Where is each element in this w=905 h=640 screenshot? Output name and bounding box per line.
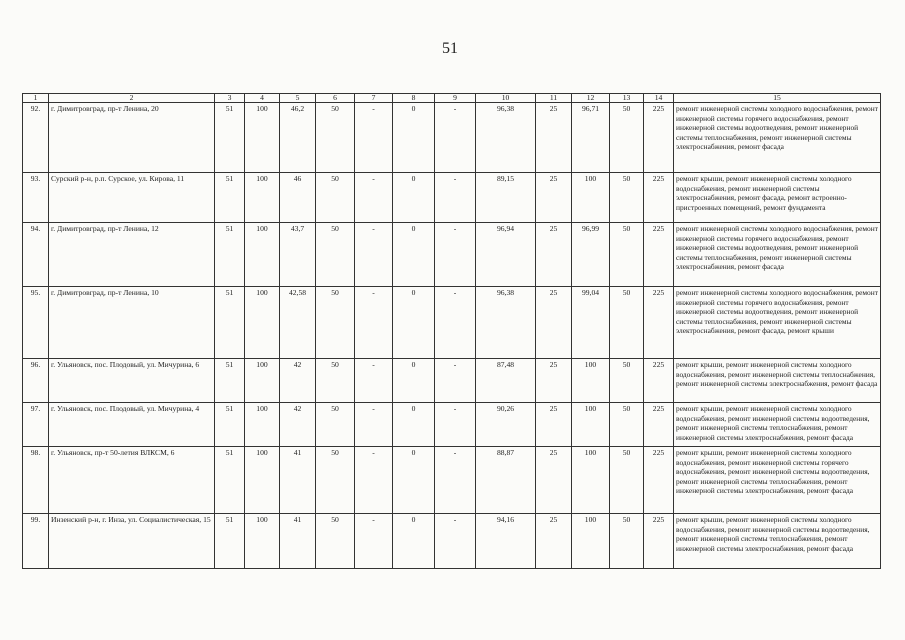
works-cell: ремонт крыши, ремонт инженерной системы холодного водоснабжения, ремонт инженерной системы водоотведения, ремонт инженерной системы теплоснабжения, ремонт инженерной системы электроснабжения, ремонт фасада [674,403,881,447]
table-cell: - [435,447,476,514]
table-row [23,514,881,569]
table-cell: 0 [393,447,435,514]
table-cell: 88,87 [476,447,536,514]
row-number: 94. [23,223,49,287]
table-cell: 96,71 [572,103,610,173]
table-cell: 50 [610,103,644,173]
table-cell: 100 [572,447,610,514]
table-row [23,287,881,359]
table-cell: 51 [215,447,245,514]
table-cell: 99,04 [572,287,610,359]
table-cell: - [355,359,393,403]
table-cell: 50 [316,403,355,447]
table-cell: 41 [280,514,316,569]
column-header: 14 [644,94,674,103]
table-cell: 50 [610,223,644,287]
table-cell: 43,7 [280,223,316,287]
table-cell: 25 [536,287,572,359]
table-row [23,223,881,287]
table-cell: 225 [644,447,674,514]
table-cell: - [435,514,476,569]
table-cell: 25 [536,403,572,447]
table-cell: 96,38 [476,103,536,173]
table-cell: - [435,173,476,223]
address-cell: г. Димитровград, пр-т Ленина, 20 [49,103,215,173]
table-cell: 100 [245,447,280,514]
address-cell: Сурский р-н, р.п. Сурское, ул. Кирова, 11 [49,173,215,223]
column-header: 10 [476,94,536,103]
table-cell: 51 [215,173,245,223]
table-cell: 0 [393,403,435,447]
table-cell: 25 [536,223,572,287]
address-cell: г. Димитровград, пр-т Ленина, 10 [49,287,215,359]
table-cell: 50 [316,359,355,403]
table-cell: 46,2 [280,103,316,173]
table-cell: 41 [280,447,316,514]
table-cell: 50 [610,359,644,403]
table-row [23,403,881,447]
table-cell: 225 [644,403,674,447]
table-cell: 51 [215,287,245,359]
table-cell: 225 [644,287,674,359]
table-cell: - [435,223,476,287]
table-cell: - [355,223,393,287]
table-cell: 0 [393,359,435,403]
table-cell: 96,94 [476,223,536,287]
column-header: 5 [280,94,316,103]
table-cell: 225 [644,514,674,569]
table-cell: 25 [536,447,572,514]
table-cell: - [355,103,393,173]
table-cell: 50 [610,403,644,447]
table-cell: - [435,287,476,359]
table-cell: 90,26 [476,403,536,447]
table-cell: 225 [644,103,674,173]
table-cell: 100 [572,359,610,403]
works-cell: ремонт крыши, ремонт инженерной системы холодного водоснабжения, ремонт инженерной системы водоотведения, ремонт инженерной системы теплоснабжения, ремонт инженерной системы электроснабжения, ремонт фасада [674,514,881,569]
table-cell: - [355,447,393,514]
table-cell: 25 [536,173,572,223]
table-cell: 42 [280,359,316,403]
column-header: 13 [610,94,644,103]
table-cell: 100 [245,514,280,569]
address-cell: г. Ульяновск, пос. Плодовый, ул. Мичурина, 4 [49,403,215,447]
row-number: 95. [23,287,49,359]
table-cell: 100 [245,403,280,447]
column-header: 11 [536,94,572,103]
table-cell: 50 [316,287,355,359]
address-cell: г. Ульяновск, пр-т 50-летия ВЛКСМ, 6 [49,447,215,514]
table-cell: 100 [245,359,280,403]
table-cell: 51 [215,359,245,403]
table-cell: 50 [316,223,355,287]
column-header: 7 [355,94,393,103]
address-cell: г. Димитровград, пр-т Ленина, 12 [49,223,215,287]
row-number: 97. [23,403,49,447]
table-cell: 25 [536,359,572,403]
column-header: 12 [572,94,610,103]
table-cell: 51 [215,223,245,287]
works-cell: ремонт инженерной системы холодного водоснабжения, ремонт инженерной системы горячего водоснабжения, ремонт инженерной системы водоотведения, ремонт инженерной системы теплоснабжения, ремонт инженерной системы электроснабжения, ремонт фасада [674,103,881,173]
table-cell: 0 [393,287,435,359]
table-cell: 51 [215,514,245,569]
column-header: 3 [215,94,245,103]
column-header: 6 [316,94,355,103]
table-cell: 100 [572,403,610,447]
row-number: 98. [23,447,49,514]
table-row [23,103,881,173]
column-header: 2 [49,94,215,103]
table-cell: - [355,514,393,569]
row-number: 96. [23,359,49,403]
column-header: 15 [674,94,881,103]
row-number: 92. [23,103,49,173]
works-cell: ремонт крыши, ремонт инженерной системы холодного водоснабжения, ремонт инженерной системы теплоснабжения, ремонт инженерной системы электроснабжения, ремонт фасада [674,359,881,403]
table-cell: 96,38 [476,287,536,359]
address-cell: г. Ульяновск, пос. Плодовый, ул. Мичурина, 6 [49,359,215,403]
table-cell: 100 [245,173,280,223]
table-cell: 0 [393,223,435,287]
table-cell: 225 [644,359,674,403]
table-cell: 42,58 [280,287,316,359]
works-cell: ремонт инженерной системы холодного водоснабжения, ремонт инженерной системы горячего водоснабжения, ремонт инженерной системы водоотведения, ремонт инженерной системы теплоснабжения, ремонт инженерной системы электроснабжения, ремонт фасада [674,223,881,287]
table-row [23,359,881,403]
table-row [23,447,881,514]
table-cell: 50 [610,447,644,514]
table-cell: - [435,403,476,447]
header-row [23,94,881,103]
table-cell: 50 [316,514,355,569]
table-cell: 50 [610,514,644,569]
table-cell: - [355,287,393,359]
table-cell: 50 [610,173,644,223]
table-cell: 100 [245,103,280,173]
column-header: 4 [245,94,280,103]
table-cell: 96,99 [572,223,610,287]
table-cell: - [355,173,393,223]
table-cell: 89,15 [476,173,536,223]
table-cell: 0 [393,173,435,223]
table-cell: 100 [245,223,280,287]
table-cell: 225 [644,173,674,223]
repair-registry-table [22,93,881,569]
works-cell: ремонт крыши, ремонт инженерной системы холодного водоснабжения, ремонт инженерной системы электроснабжения, ремонт фасада, ремонт встроенно-пристроенных помещений, ремонт фундамента [674,173,881,223]
table-cell: 0 [393,103,435,173]
table-cell: 50 [316,173,355,223]
table-cell: 50 [610,287,644,359]
table-cell: 100 [572,173,610,223]
works-cell: ремонт крыши, ремонт инженерной системы холодного водоснабжения, ремонт инженерной системы горячего водоснабжения, ремонт инженерной системы водоотведения, ремонт инженерной системы теплоснабжения, ремонт инженерной системы электроснабжения, ремонт фасада [674,447,881,514]
table-cell: - [435,103,476,173]
column-header: 8 [393,94,435,103]
table-cell: 50 [316,447,355,514]
table-cell: - [435,359,476,403]
table-cell: 46 [280,173,316,223]
row-number: 99. [23,514,49,569]
table-cell: 50 [316,103,355,173]
table-cell: 100 [572,514,610,569]
table-cell: 0 [393,514,435,569]
row-number: 93. [23,173,49,223]
column-header: 1 [23,94,49,103]
page-number: 51 [442,40,458,57]
column-header: 9 [435,94,476,103]
table-row [23,173,881,223]
table-cell: 51 [215,103,245,173]
table-cell: 25 [536,514,572,569]
table-cell: 87,48 [476,359,536,403]
table-cell: 25 [536,103,572,173]
works-cell: ремонт инженерной системы холодного водоснабжения, ремонт инженерной системы горячего водоснабжения, ремонт инженерной системы водоотведения, ремонт инженерной системы теплоснабжения, ремонт инженерной системы электроснабжения, ремонт фасада, ремонт крыши [674,287,881,359]
table-cell: 51 [215,403,245,447]
table-cell: 225 [644,223,674,287]
table-cell: 94,16 [476,514,536,569]
table-cell: 42 [280,403,316,447]
table-cell: 100 [245,287,280,359]
address-cell: Инзенский р-н, г. Инза, ул. Социалистическая, 15 [49,514,215,569]
table-cell: - [355,403,393,447]
